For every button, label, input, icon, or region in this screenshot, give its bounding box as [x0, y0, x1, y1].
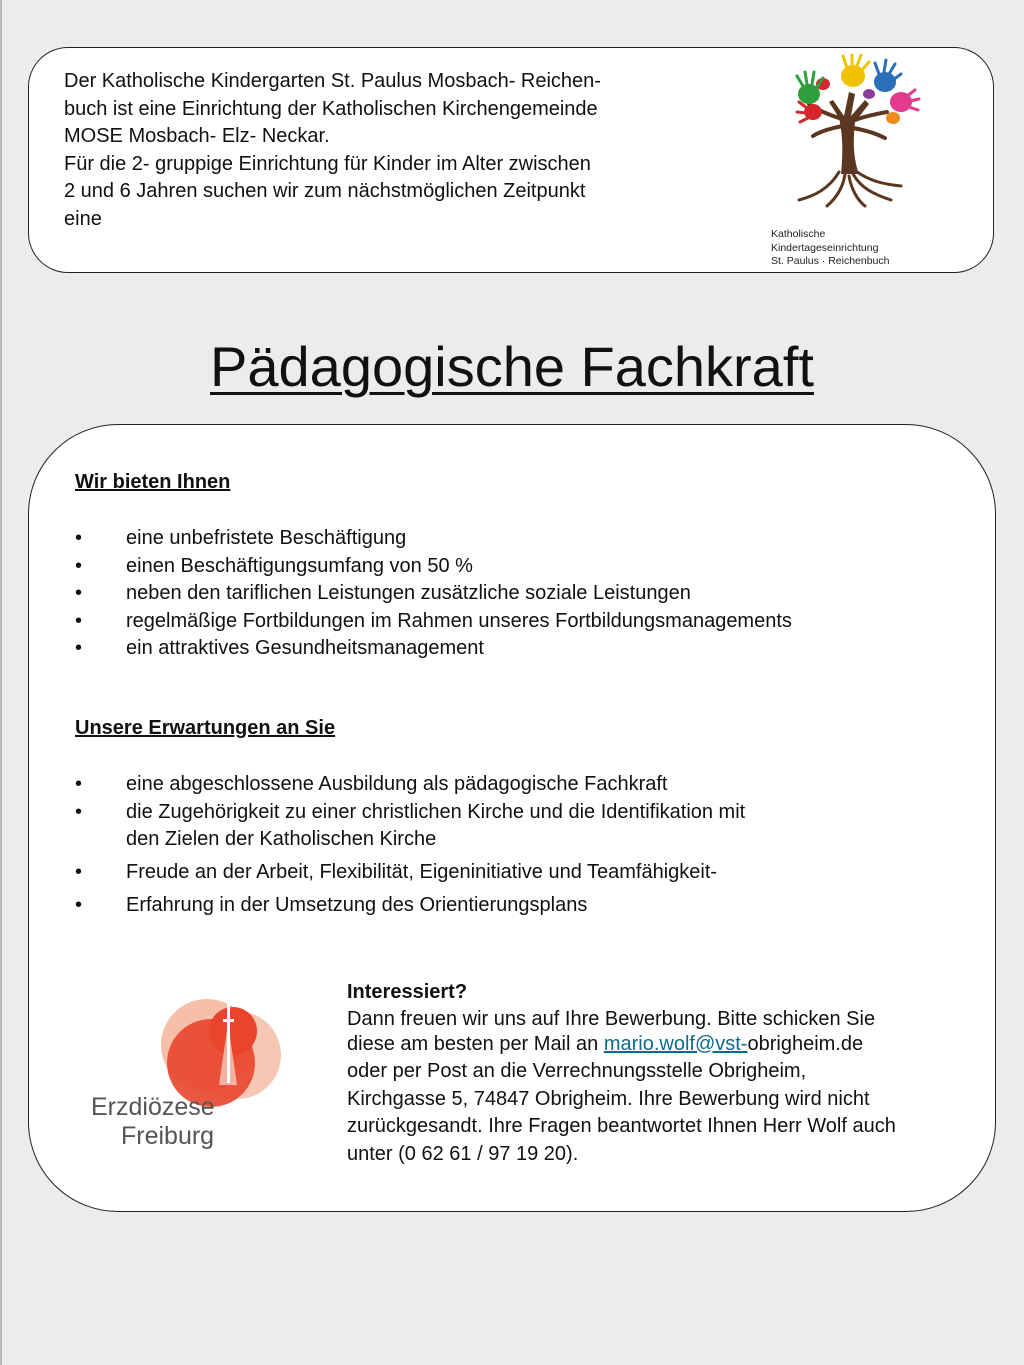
- kita-caption-line: Katholische: [771, 228, 826, 240]
- intro-line: MOSE Mosbach- Elz- Neckar.: [64, 125, 330, 147]
- contact-line: Dann freuen wir uns auf Ihre Bewerbung. Bitte schicken Sie: [347, 1007, 876, 1030]
- list-item: • regelmäßige Fortbildungen im Rahmen unseres Fortbildungsmanagements: [75, 608, 792, 636]
- list-item-text: eine abgeschlossene Ausbildung als pädagogische Fachkraft: [126, 773, 668, 795]
- list-item: [75, 799, 745, 854]
- kita-caption-line: Kindertageseinrichtung: [771, 241, 879, 254]
- list-item-continuation: den Zielen der Katholischen Kirche: [126, 828, 437, 850]
- expectations-heading: Unsere Erwartungen an Sie: [75, 717, 336, 739]
- contact-heading: Interessiert?: [347, 981, 468, 1003]
- kita-caption: [771, 228, 889, 269]
- contact-line: Kirchgasse 5, 74847 Obrigheim. Ihre Bewerbung wird nicht: [347, 1087, 870, 1110]
- kita-caption-line: St. Paulus · Reichenbuch: [771, 255, 890, 267]
- contact-line-text: obrigheim.de: [747, 1032, 864, 1055]
- list-item-text: die Zugehörigkeit zu einer christlichen Kirche und die Identifikation mit: [126, 800, 746, 823]
- list-item: • ein attraktives Gesundheitsmanagement: [75, 635, 792, 663]
- list-item: • neben den tariflichen Leistungen zusätzliche soziale Leistungen: [75, 580, 792, 608]
- intro-text: [64, 68, 704, 233]
- intro-line: Der Katholische Kindergarten St. Paulus Mosbach- Reichen-: [64, 70, 601, 92]
- page-edge: [0, 0, 2, 1365]
- contact-line: zurückgesandt. Ihre Fragen beantwortet Ihnen Herr Wolf auch: [347, 1115, 896, 1137]
- offer-list: [75, 525, 792, 663]
- erz-name-line2: Freiburg: [121, 1122, 215, 1150]
- main-box: [28, 424, 996, 1212]
- list-item: [75, 892, 745, 920]
- list-item: • einen Beschäftigungsumfang von 50 %: [75, 553, 792, 581]
- intro-line: Für die 2- gruppige Einrichtung für Kinder im Alter zwischen: [64, 152, 591, 175]
- intro-line: buch ist eine Einrichtung der Katholischen Kirchengemeinde: [64, 97, 598, 120]
- intro-box: [28, 47, 994, 273]
- contact-line: oder per Post an die Verrechnungsstelle Obrigheim,: [347, 1060, 807, 1082]
- contact-block: [347, 979, 987, 1168]
- erz-name-line1: Erzdiözese: [91, 1093, 215, 1121]
- contact-line-text: diese am besten per Mail an: [347, 1032, 604, 1055]
- contact-line: [347, 1031, 987, 1059]
- page-title: Pädagogische Fachkraft: [210, 335, 814, 398]
- expectations-list: [75, 771, 745, 920]
- offer-heading: Wir bieten Ihnen: [75, 471, 231, 493]
- email-link[interactable]: mario.wolf@vst-: [603, 1032, 748, 1055]
- list-item: [75, 771, 745, 799]
- list-item: • eine unbefristete Beschäftigung: [75, 525, 792, 553]
- intro-line: 2 und 6 Jahren suchen wir zum nächstmöglichen Zeitpunkt: [64, 180, 586, 202]
- intro-line: eine: [64, 207, 102, 230]
- list-item-text: Freude an der Arbeit, Flexibilität, Eigeninitiative und Teamfähigkeit-: [126, 860, 718, 883]
- list-item-text: Erfahrung in der Umsetzung des Orientierungsplans: [126, 894, 588, 916]
- list-item: [75, 859, 745, 887]
- contact-line: unter (0 62 61 / 97 19 20).: [347, 1142, 579, 1165]
